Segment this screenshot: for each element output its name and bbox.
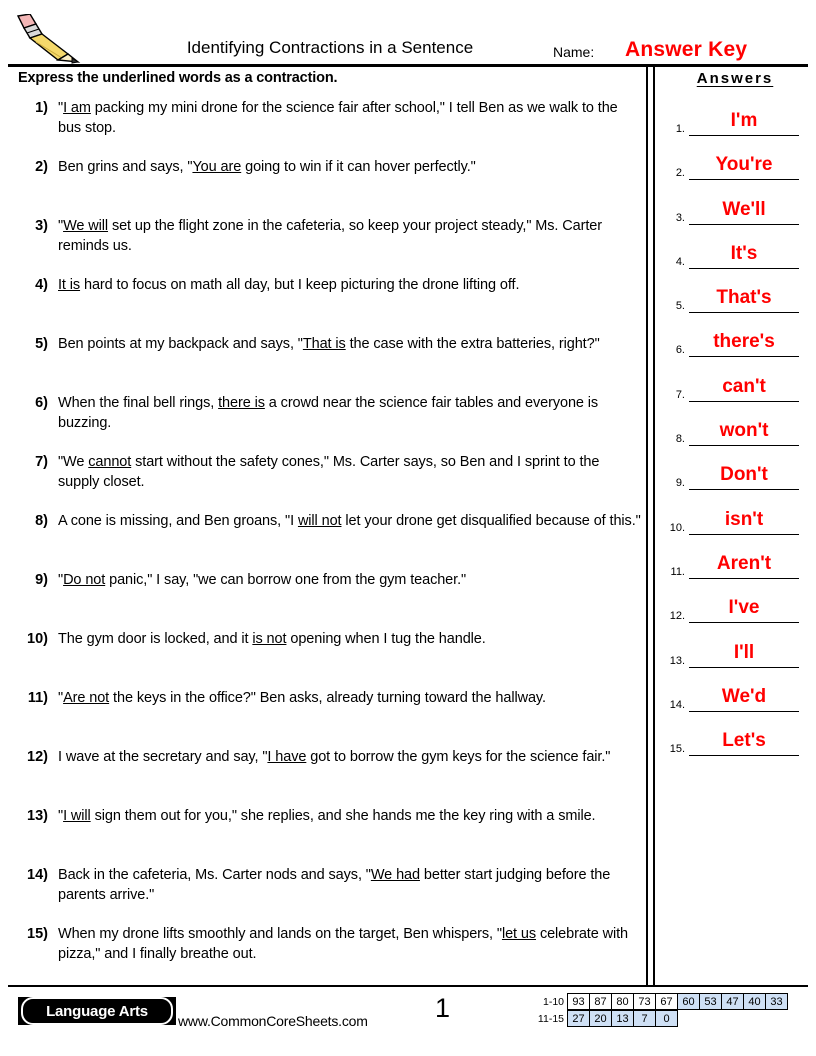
question-row [18,157,643,216]
question-number: 9) [35,572,48,588]
answers-list [659,108,811,772]
question-text-after: the keys in the office?" Ben asks, already turning toward the hallway. [109,690,546,706]
question-text-before: "We [58,454,89,470]
answer-value: Don't [720,464,768,486]
answer-value: It's [730,242,758,264]
answer-blank[interactable] [689,374,799,402]
subject-label: Language Arts [46,1002,148,1020]
question-number: 5) [35,336,48,352]
question-text-after: panic," I say, "we can borrow one from the gym teacher." [105,572,467,588]
answer-value: won't [719,420,769,442]
underlined-phrase: I am [63,100,91,116]
answer-number: 13. [669,654,685,667]
question-row [18,747,643,806]
question-text-after: a crowd near the science fair tables and everyone is buzzing. [58,395,599,431]
underlined-phrase: You are [192,159,242,175]
answer-row [659,462,811,506]
score-cell: 73 [633,993,656,1010]
answer-row [659,152,811,196]
question-row [18,334,643,393]
question-text [58,334,643,354]
answer-number: 10. [669,521,685,534]
question-row [18,393,643,452]
question-text [58,98,643,138]
score-conversion-table [524,994,788,1028]
underlined-phrase: let us [501,926,537,942]
underlined-phrase: It is [58,277,81,293]
underlined-phrase: Do not [63,572,106,588]
question-text-after: let your drone get disqualified because of this." [341,513,641,529]
question-row [18,216,643,275]
question-number: 12) [27,749,48,765]
subject-pill [21,997,173,1025]
question-row [18,806,643,865]
score-cells [568,994,788,1011]
answer-row [659,418,811,462]
question-row [18,98,643,157]
answer-row [659,728,811,772]
answer-blank[interactable] [689,640,799,668]
question-text-before: A cone is missing, and Ben groans, "I [58,513,298,529]
question-text-before: Ben points at my backpack and says, " [58,336,303,352]
question-row [18,452,643,511]
answer-blank[interactable] [689,595,799,623]
page-title: Identifying Contractions in a Sentence [186,38,474,57]
question-number: 13) [27,808,48,824]
score-cell: 80 [611,993,634,1010]
question-text-after: going to win if it can hover perfectly." [241,159,476,175]
question-row [18,865,643,924]
score-cell: 27 [567,1010,590,1027]
question-number: 3) [35,218,48,234]
answer-row [659,241,811,285]
score-cell: 33 [765,993,788,1010]
question-number: 2) [35,159,48,175]
answer-value: You're [715,154,773,176]
answer-blank[interactable] [689,241,799,269]
question-text [58,157,643,177]
question-text-after: better start judging before the parents arrive." [58,867,611,903]
question-text [58,216,643,256]
question-number: 4) [35,277,48,293]
score-cell: 13 [611,1010,634,1027]
answer-row [659,551,811,595]
underlined-phrase: Are not [63,690,110,706]
answer-row [659,595,811,639]
answer-blank[interactable] [689,551,799,579]
worksheet-header [0,0,816,66]
score-cell: 67 [655,993,678,1010]
question-text [58,393,643,433]
question-number: 15) [27,926,48,942]
question-text-after: opening when I tug the handle. [286,631,486,647]
score-cell: 53 [699,993,722,1010]
question-row [18,511,643,570]
answer-value: there's [713,331,775,353]
score-cell: 47 [721,993,744,1010]
answer-row [659,329,811,373]
answer-blank[interactable] [689,197,799,225]
underlined-phrase: will not [297,513,342,529]
question-number: 10) [27,631,48,647]
answer-row [659,374,811,418]
question-text [58,629,643,649]
score-cell: 60 [677,993,700,1010]
answer-row [659,108,811,152]
answer-blank[interactable] [689,684,799,712]
question-text-after: packing my mini drone for the science fair after school," I tell Ben as we walk to the bus stop. [58,100,618,136]
answer-number: 1. [675,123,685,135]
underlined-phrase: I have [267,749,307,765]
answer-row [659,197,811,241]
score-cell: 7 [633,1010,656,1027]
underlined-phrase: That is [302,336,346,352]
question-text-before: When my drone lifts smoothly and lands on the target, Ben whispers, " [58,926,502,942]
answer-number: 4. [675,255,685,268]
answer-number: 12. [669,610,685,623]
answer-row [659,507,811,551]
answer-value: Aren't [716,552,772,574]
question-text-before: Ben grins and says, " [58,159,193,175]
question-text-before: " [58,808,64,824]
answer-number: 6. [675,344,685,357]
question-number: 8) [35,513,48,529]
answer-key-badge: Answer Key [625,38,748,61]
question-text [58,570,643,590]
question-number: 11) [27,690,48,706]
question-text [58,688,643,708]
answer-blank[interactable] [689,152,799,180]
question-row [18,275,643,334]
question-text-after: set up the flight zone in the cafeteria, so keep your project steady," Ms. Carter reminds us. [58,218,602,254]
score-row [524,1011,788,1028]
question-number: 7) [35,454,48,470]
score-row [524,994,788,1011]
answer-value: We'll [722,198,766,220]
question-text-before: The gym door is locked, and it [58,631,253,647]
question-text [58,275,643,295]
question-text [58,452,643,492]
question-text [58,924,643,964]
answer-value: Let's [722,730,766,752]
instruction-text: Express the underlined words as a contraction. [18,70,338,86]
question-text-after: the case with the extra batteries, right?" [345,336,600,352]
underlined-phrase: We had [370,867,420,883]
answer-value: can't [722,375,766,397]
answer-row [659,285,811,329]
answer-number: 2. [675,167,685,180]
question-text-before: " [58,218,64,234]
question-text-before: Back in the cafeteria, Ms. Carter nods and says, " [58,867,371,883]
underlined-phrase: cannot [88,454,132,470]
answer-number: 7. [675,388,685,401]
answer-value: I'm [730,110,758,131]
answer-value: isn't [724,508,764,530]
question-text [58,747,643,767]
score-range-label: 11-15 [537,1013,564,1025]
answers-column-divider-outer [646,66,648,985]
answer-blank[interactable] [689,728,799,756]
answer-value: We'd [721,685,767,707]
subject-badge [18,997,176,1025]
underlined-phrase: is not [252,631,287,647]
score-cell: 0 [655,1010,678,1027]
score-cell: 93 [567,993,590,1010]
answers-column-divider-inner [653,66,655,985]
question-text-before: I wave at the secretary and say, " [58,749,268,765]
underlined-phrase: We will [63,218,109,234]
question-number: 1) [35,100,48,116]
answer-number: 5. [675,300,685,313]
answer-number: 9. [675,477,685,490]
answer-blank[interactable] [689,507,799,535]
question-row [18,570,643,629]
answer-blank[interactable] [689,418,799,446]
answer-value: That's [716,287,772,309]
question-text-after: start without the safety cones," Ms. Carter says, so Ben and I sprint to the supply closet. [58,454,600,490]
question-row [18,629,643,688]
site-url: www.CommonCoreSheets.com [178,1013,368,1029]
name-label: Name: [553,44,595,60]
answer-blank[interactable] [689,329,799,357]
question-text-before: " [58,690,64,706]
question-text-after: celebrate with pizza," and I finally breathe out. [58,926,629,962]
answer-number: 15. [669,743,685,756]
answer-blank[interactable] [689,285,799,313]
answer-number: 14. [669,698,685,711]
answers-heading: Answers [696,70,774,87]
question-text-after: got to borrow the gym keys for the science fair." [306,749,611,765]
score-cell: 87 [589,993,612,1010]
question-text [58,511,643,531]
score-cells [568,1011,678,1028]
answer-row [659,684,811,728]
question-text [58,865,643,905]
score-cell: 20 [589,1010,612,1027]
pencil-icon [12,14,92,66]
question-row [18,924,643,983]
answer-number: 3. [675,211,685,224]
answer-blank[interactable] [689,462,799,490]
header-divider-rule [8,64,808,67]
answer-value: I'll [733,641,755,663]
question-number: 14) [27,867,48,883]
questions-list [18,98,643,983]
score-cell: 40 [743,993,766,1010]
footer-divider-rule [8,985,808,987]
underlined-phrase: there is [218,395,265,411]
score-range-label: 1-10 [542,996,564,1008]
underlined-phrase: I will [63,808,91,824]
question-row [18,688,643,747]
answer-row [659,640,811,684]
page-number: 1 [434,993,451,1023]
question-text-before: When the final bell rings, [58,395,219,411]
question-text-after: hard to focus on math all day, but I keep picturing the drone lifting off. [80,277,520,293]
answer-value: I've [728,597,760,619]
question-text-before: " [58,572,64,588]
answer-blank[interactable] [689,108,799,136]
question-text-before: " [58,100,64,116]
question-text [58,806,643,826]
answer-number: 8. [675,433,685,446]
question-number: 6) [35,395,48,411]
question-text-after: sign them out for you," she replies, and she hands me the key ring with a smile. [90,808,596,824]
answer-number: 11. [670,565,685,578]
